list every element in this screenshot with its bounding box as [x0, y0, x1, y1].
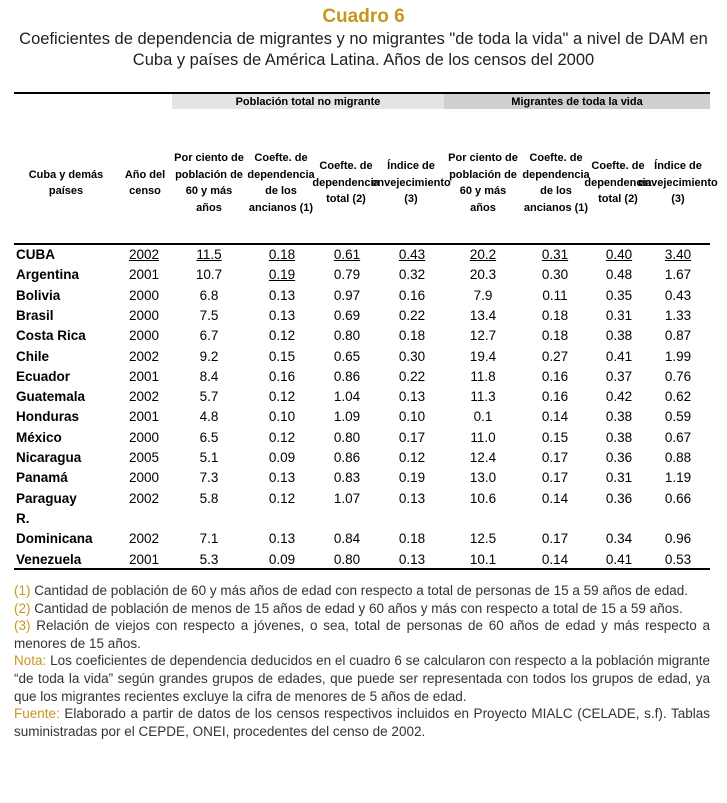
cell-dep-total-nm: 0.79 — [333, 267, 361, 283]
cell-dep-total-nm: 0.69 — [333, 307, 361, 323]
cell-country: Argentina — [16, 267, 80, 283]
footnotes — [14, 582, 710, 740]
footnote-text: Los coeficientes de dependencia deducidos en el cuadro 6 se calcularon con respecto a la población migrante “de toda la vida” según grandes grupos de edades, que puede ser representada con todos los grupos de edad, ya que los migrantes recientes excluye la cifra de menores de 5 años de edad. — [14, 653, 710, 704]
cell-envejec-m: 0.76 — [664, 368, 692, 384]
cell-envejec-m — [648, 245, 708, 265]
cell-envejec-m: 0.87 — [664, 328, 692, 344]
table-row — [14, 387, 710, 407]
table-row — [14, 326, 710, 346]
col-header-dep-total-m: Coefte. de dependencia total (2) — [584, 160, 652, 206]
cell-country: Chile — [16, 348, 50, 364]
cell-country: Honduras — [16, 409, 80, 425]
cell-pct60-nm: 7.3 — [199, 470, 219, 486]
col-header-dep-total-nm: Coefte. de dependencia total (2) — [312, 160, 380, 206]
cell-pct60-m — [453, 509, 513, 529]
cell-dep-total-m: 0.31 — [605, 307, 633, 323]
cell-year: 2000 — [128, 429, 160, 445]
cell-envejec-m — [648, 509, 708, 529]
table-row — [14, 407, 710, 427]
table-row — [14, 468, 710, 488]
cell-dep-total-nm: 1.09 — [333, 409, 361, 425]
cell-dep-total-m: 0.31 — [605, 470, 633, 486]
cell-envejec-nm: 0.32 — [398, 267, 426, 283]
underlined-value: 20.2 — [469, 247, 497, 262]
cell-country: Brasil — [16, 307, 54, 323]
cell-dep-total-m: 0.35 — [605, 287, 633, 303]
cell-year: 2001 — [128, 551, 160, 567]
cell-pct60-m: 10.1 — [469, 551, 497, 567]
cell-country: Paraguay — [16, 490, 77, 506]
cell-pct60-nm: 6.5 — [199, 429, 219, 445]
cell-dep-ancianos-m: 0.14 — [541, 409, 569, 425]
cell-pct60-nm — [179, 509, 239, 529]
cell-envejec-m: 0.43 — [664, 287, 692, 303]
footnote — [14, 600, 710, 618]
cell-country: Panamá — [16, 470, 68, 486]
cell-dep-ancianos-nm: 0.15 — [268, 348, 296, 364]
underlined-value: 0.18 — [268, 247, 296, 262]
cell-country: Venezuela — [16, 551, 82, 567]
underlined-value: 0.31 — [541, 247, 569, 262]
cell-country: México — [16, 429, 62, 445]
cell-dep-total-nm: 0.80 — [333, 328, 361, 344]
cell-dep-total-m: 0.37 — [605, 368, 633, 384]
cell-pct60-nm: 6.8 — [199, 287, 219, 303]
cell-pct60-nm: 7.1 — [199, 531, 219, 547]
footnote — [14, 617, 710, 652]
cell-pct60-m: 13.0 — [469, 470, 497, 486]
footnote-text: Elaborado a partir de datos de los censos respectivos incluidos en Proyecto MIALC (CELADE, s.f). Tablas suministradas por el CEPDE, ONEI, procedentes del censo de 2002. — [14, 706, 710, 739]
col-header-pct60-nm: Por ciento de población de 60 y más años — [174, 152, 244, 214]
cell-country: R. — [16, 510, 30, 526]
cell-envejec-nm: 0.16 — [398, 287, 426, 303]
cell-dep-ancianos-m: 0.17 — [541, 470, 569, 486]
cell-envejec-nm: 0.18 — [398, 531, 426, 547]
cell-dep-ancianos-m: 0.11 — [542, 287, 568, 303]
cell-pct60-nm: 7.5 — [199, 307, 219, 323]
cell-dep-total-nm: 1.07 — [333, 490, 361, 506]
cell-dep-ancianos-m — [525, 509, 585, 529]
table-row — [14, 286, 710, 306]
cell-dep-ancianos-nm: 0.13 — [268, 531, 296, 547]
cell-envejec-m: 1.33 — [664, 307, 692, 323]
cell-pct60-m: 20.3 — [469, 267, 497, 283]
underlined-value: 11.5 — [196, 247, 222, 262]
table-row — [14, 529, 710, 549]
cell-envejec-m: 0.62 — [664, 389, 692, 405]
cell-year: 2000 — [128, 287, 160, 303]
cell-pct60-m: 12.5 — [469, 531, 497, 547]
cell-dep-total-m: 0.34 — [605, 531, 633, 547]
cell-envejec-nm — [382, 245, 442, 265]
cell-envejec-nm: 0.13 — [398, 551, 426, 567]
cell-dep-total-m: 0.36 — [605, 490, 633, 506]
cell-dep-total-nm: 0.86 — [333, 450, 361, 465]
footnote-label: Fuente: — [14, 706, 60, 722]
cell-dep-ancianos-nm — [252, 509, 312, 529]
col-header-dep-ancianos-nm: Coefte. de dependencia de los ancianos (1) — [247, 152, 315, 214]
underlined-value: 0.40 — [605, 247, 633, 262]
footnote-label: (3) — [14, 618, 31, 634]
cell-pct60-m: 19.4 — [469, 348, 497, 364]
cell-envejec-m: 0.66 — [664, 490, 692, 506]
cell-country: Nicaragua — [16, 450, 82, 465]
cell-year: 2001 — [128, 267, 160, 283]
cell-envejec-m: 0.96 — [664, 531, 692, 547]
cell-dep-total-nm: 0.80 — [333, 429, 361, 445]
underlined-value: 0.43 — [398, 247, 426, 262]
footnote-text: Cantidad de población de menos de 15 años de edad y 60 años y más con respecto a total de 15 a 59 años. — [30, 600, 683, 616]
cell-pct60-m: 7.9 — [473, 287, 493, 303]
cell-envejec-nm: 0.19 — [398, 470, 426, 486]
cell-country: Bolivia — [16, 287, 61, 303]
cell-year: 2000 — [128, 307, 160, 323]
col-header-pct60-m: Por ciento de población de 60 y más años — [448, 152, 518, 214]
group-header-non-migrant: Población total no migrante — [172, 94, 444, 109]
cell-envejec-nm: 0.18 — [398, 328, 426, 344]
cell-pct60-nm — [179, 245, 239, 265]
col-header-envejec-nm: Índice de envejecimiento (3) — [371, 160, 451, 206]
cell-dep-ancianos-m: 0.16 — [541, 389, 569, 405]
cell-year: 2000 — [128, 328, 160, 344]
table-row — [14, 489, 710, 509]
table-row — [14, 367, 710, 387]
cell-envejec-m: 0.67 — [664, 429, 692, 445]
cell-pct60-nm: 10.7 — [195, 267, 223, 283]
table-row — [14, 245, 710, 265]
cell-pct60-m: 13.4 — [469, 307, 497, 323]
cell-dep-total-m: 0.38 — [605, 429, 633, 445]
cell-dep-ancianos-m: 0.27 — [541, 348, 569, 364]
cell-dep-total-m — [589, 509, 649, 529]
cell-country: Dominicana — [16, 531, 93, 547]
cell-year: 2001 — [128, 409, 160, 425]
cell-dep-ancianos-nm — [252, 245, 312, 265]
cell-dep-total-m: 0.42 — [605, 389, 633, 405]
cell-year: 2002 — [128, 531, 160, 547]
cell-year — [114, 245, 174, 265]
cell-dep-ancianos-m: 0.17 — [541, 450, 569, 465]
cell-pct60-m — [453, 245, 513, 265]
footnote — [14, 705, 710, 740]
footnote-label: Nota: — [14, 653, 47, 669]
cell-dep-ancianos-m: 0.14 — [541, 490, 569, 506]
table-row — [14, 509, 710, 529]
cell-dep-ancianos-nm: 0.09 — [268, 450, 296, 465]
cell-dep-total-m: 0.38 — [605, 409, 633, 425]
cell-year: 2000 — [128, 470, 160, 486]
cell-envejec-nm — [382, 509, 442, 529]
footnote-text: Relación de viejos con respecto a jóvenes, o sea, total de personas de 60 años de edad y más respecto a menores de 15 años. — [14, 618, 710, 651]
cell-envejec-nm: 0.13 — [398, 490, 426, 506]
underlined-value: 3.40 — [664, 247, 692, 262]
cell-envejec-m: 0.53 — [664, 551, 692, 567]
cell-dep-total-nm: 0.86 — [333, 368, 361, 384]
cell-pct60-nm: 5.3 — [199, 551, 219, 567]
cell-dep-total-nm: 0.97 — [333, 287, 361, 303]
underlined-value: 0.61 — [333, 247, 361, 262]
cell-pct60-nm: 8.4 — [199, 368, 219, 384]
cell-envejec-m: 0.59 — [664, 409, 692, 425]
cell-year: 2001 — [128, 368, 160, 384]
cell-dep-ancianos-m: 0.18 — [541, 307, 569, 323]
cell-pct60-nm: 5.1 — [199, 450, 219, 465]
cell-pct60-m: 10.6 — [469, 490, 497, 506]
footnote-label: (1) — [14, 583, 31, 598]
cell-dep-ancianos-nm: 0.13 — [268, 307, 296, 323]
cell-dep-total-m: 0.41 — [605, 551, 633, 567]
table-row — [14, 428, 710, 448]
cell-dep-total-nm: 0.80 — [333, 551, 361, 567]
cell-dep-ancianos-nm: 0.13 — [268, 470, 296, 486]
cell-dep-total-nm — [317, 245, 377, 265]
cell-dep-ancianos-m: 0.30 — [541, 267, 569, 283]
footnote-text: Cantidad de población de 60 y más años de edad con respecto a total de personas de 15 a 59 años de edad. — [30, 583, 688, 598]
cell-dep-ancianos-m: 0.15 — [541, 429, 569, 445]
cell-dep-ancianos-nm: 0.12 — [268, 328, 296, 344]
cell-envejec-m: 0.88 — [664, 450, 692, 465]
table-title: Cuadro 6 — [322, 6, 405, 27]
footnote — [14, 582, 710, 600]
underlined-value: 0.19 — [268, 267, 296, 283]
cell-pct60-nm: 5.7 — [199, 389, 219, 405]
cell-country: CUBA — [16, 247, 55, 262]
cell-envejec-nm: 0.12 — [398, 450, 426, 465]
cell-country: Costa Rica — [16, 328, 86, 344]
cell-envejec-m: 1.19 — [664, 470, 692, 486]
cell-dep-total-nm: 0.84 — [333, 531, 361, 547]
cell-dep-total-m: 0.48 — [605, 267, 633, 283]
cell-dep-ancianos-nm: 0.12 — [268, 490, 296, 506]
cell-envejec-nm: 0.22 — [398, 368, 426, 384]
cell-dep-total-m — [589, 245, 649, 265]
table-row — [14, 347, 710, 367]
footnote-label: (2) — [14, 600, 31, 616]
cell-year: 2005 — [128, 450, 160, 465]
cell-dep-ancianos-m — [525, 245, 585, 265]
cell-pct60-m: 11.0 — [470, 429, 496, 445]
cell-dep-total-m: 0.41 — [605, 348, 633, 364]
table-row — [14, 306, 710, 326]
cell-pct60-m: 11.3 — [470, 389, 496, 405]
cell-dep-ancianos-m: 0.16 — [541, 368, 569, 384]
cell-dep-total-nm: 0.83 — [333, 470, 361, 486]
table-row — [14, 550, 710, 570]
cell-dep-ancianos-nm: 0.12 — [268, 429, 296, 445]
table-row — [14, 265, 710, 285]
cell-dep-ancianos-nm: 0.12 — [268, 389, 296, 405]
cell-pct60-nm: 4.8 — [199, 409, 219, 425]
cell-pct60-m: 0.1 — [473, 409, 493, 425]
footnote — [14, 652, 710, 705]
cell-dep-ancianos-nm — [252, 265, 312, 285]
underlined-value: 2002 — [128, 247, 160, 262]
col-header-year: Año del censo — [124, 168, 166, 197]
cell-envejec-nm: 0.30 — [398, 348, 426, 364]
col-header-country: Cuba y demás países — [28, 168, 104, 197]
cell-country: Ecuador — [16, 368, 71, 384]
cell-envejec-nm: 0.13 — [398, 389, 426, 405]
cell-pct60-m: 12.4 — [469, 450, 497, 465]
cell-envejec-m: 1.99 — [664, 348, 692, 364]
cell-dep-ancianos-nm: 0.16 — [268, 368, 296, 384]
table-row — [14, 448, 710, 468]
cell-year: 2002 — [128, 389, 160, 405]
cell-dep-ancianos-nm: 0.09 — [268, 551, 296, 567]
cell-dep-ancianos-m: 0.14 — [541, 551, 569, 567]
cell-pct60-nm: 9.2 — [199, 348, 219, 364]
cell-envejec-nm: 0.17 — [398, 429, 426, 445]
cell-country: Guatemala — [16, 389, 86, 405]
cell-year — [114, 509, 174, 529]
cell-dep-ancianos-m: 0.17 — [541, 531, 569, 547]
cell-year: 2002 — [128, 490, 160, 506]
group-header-migrant: Migrantes de toda la vida — [444, 94, 710, 109]
cell-dep-total-nm: 0.65 — [333, 348, 361, 364]
cell-pct60-m: 12.7 — [469, 328, 497, 344]
cell-dep-total-nm — [317, 509, 377, 529]
cell-dep-ancianos-nm: 0.13 — [268, 287, 296, 303]
cell-year: 2002 — [128, 348, 160, 364]
cell-envejec-nm: 0.10 — [398, 409, 426, 425]
cell-pct60-m: 11.8 — [470, 368, 496, 384]
col-header-envejec-m: Índice de envejecimiento (3) — [638, 160, 718, 206]
table-subtitle: Coeficientes de dependencia de migrantes y no migrantes "de toda la vida" a nivel de DAM en Cuba y países de América Latina. Años de los censos del 2000 — [19, 30, 708, 69]
cell-envejec-nm: 0.22 — [398, 307, 426, 323]
cell-dep-ancianos-nm: 0.10 — [268, 409, 296, 425]
col-header-dep-ancianos-m: Coefte. de dependencia de los ancianos (1) — [522, 152, 590, 214]
cell-dep-total-m: 0.38 — [605, 328, 633, 344]
cell-pct60-nm: 5.8 — [199, 490, 219, 506]
cell-dep-total-nm: 1.04 — [333, 389, 361, 405]
cell-pct60-nm: 6.7 — [199, 328, 219, 344]
cell-dep-ancianos-m: 0.18 — [541, 328, 569, 344]
cell-dep-total-m: 0.36 — [605, 450, 633, 465]
cell-envejec-m: 1.67 — [664, 267, 692, 283]
